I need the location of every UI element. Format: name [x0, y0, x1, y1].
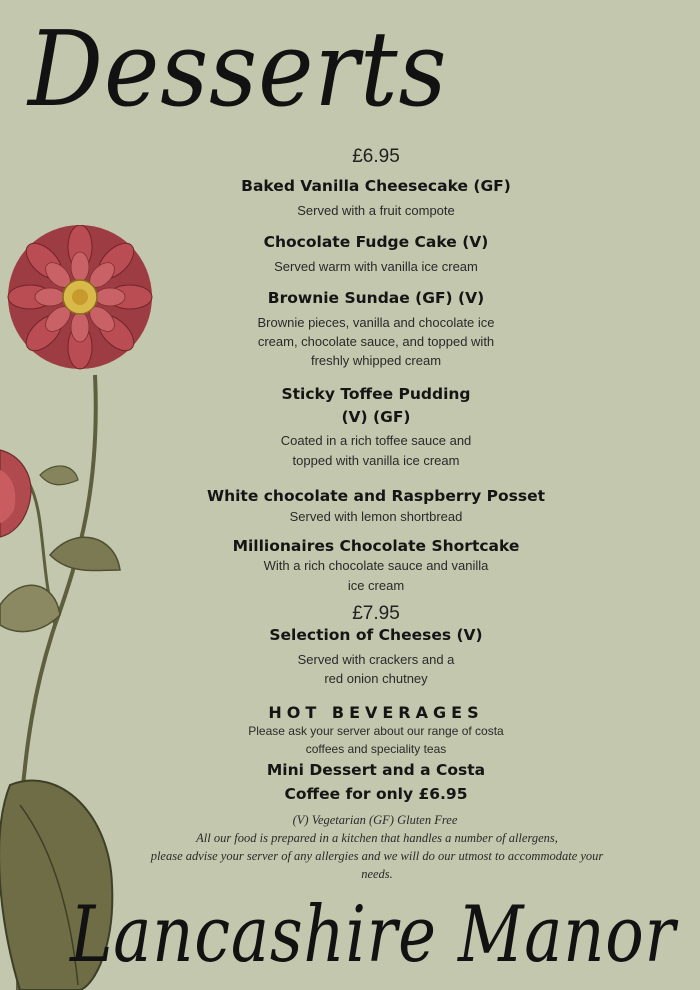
dish-name: White chocolate and Raspberry Posset: [206, 487, 546, 505]
beverages-description: Please ask your server about our range of costa: [248, 724, 504, 738]
page-title: Desserts: [28, 8, 448, 130]
dish-description: cream, chocolate sauce, and topped with: [257, 334, 495, 349]
offer-text: Coffee for only £6.95: [284, 785, 468, 803]
dish-description: Served with a fruit compote: [297, 203, 455, 218]
dish-description: Coated in a rich toffee sauce and: [280, 433, 472, 448]
dish-description: With a rich chocolate sauce and vanilla: [263, 558, 489, 573]
dish-description: topped with vanilla ice cream: [292, 453, 460, 468]
price-heading: £6.95: [352, 146, 400, 167]
dietary-legend: (V) Vegetarian (GF) Gluten Free: [292, 813, 458, 827]
dish-name: (V) (GF): [341, 408, 411, 426]
dish-name: Selection of Cheeses (V): [269, 626, 483, 644]
allergen-notice: please advise your server of any allergies and we will do our utmost to accommodate your: [150, 849, 604, 863]
allergen-notice: needs.: [361, 867, 393, 881]
dish-description: Served warm with vanilla ice cream: [274, 259, 478, 274]
dish-name: Chocolate Fudge Cake (V): [263, 233, 489, 251]
dish-description: red onion chutney: [324, 671, 428, 686]
dish-name: Baked Vanilla Cheesecake (GF): [241, 177, 511, 195]
dish-description: Brownie pieces, vanilla and chocolate ice: [257, 315, 495, 330]
dish-description: ice cream: [347, 578, 405, 593]
price-heading: £7.95: [352, 603, 400, 624]
dish-name: Sticky Toffee Pudding: [281, 385, 471, 403]
hot-beverages-heading: HOT BEVERAGES: [268, 703, 484, 722]
dish-name: Brownie Sundae (GF) (V): [267, 289, 485, 307]
dish-description: Served with lemon shortbread: [289, 509, 463, 524]
dish-name: Millionaires Chocolate Shortcake: [232, 537, 520, 555]
dish-description: freshly whipped cream: [310, 353, 442, 368]
brand-name: Lancashire Manor: [70, 890, 677, 980]
dish-description: Served with crackers and a: [297, 652, 455, 667]
beverages-description: coffees and speciality teas: [305, 742, 447, 756]
offer-text: Mini Dessert and a Costa: [266, 761, 486, 779]
allergen-notice: All our food is prepared in a kitchen that handles a number of allergens,: [196, 831, 558, 845]
